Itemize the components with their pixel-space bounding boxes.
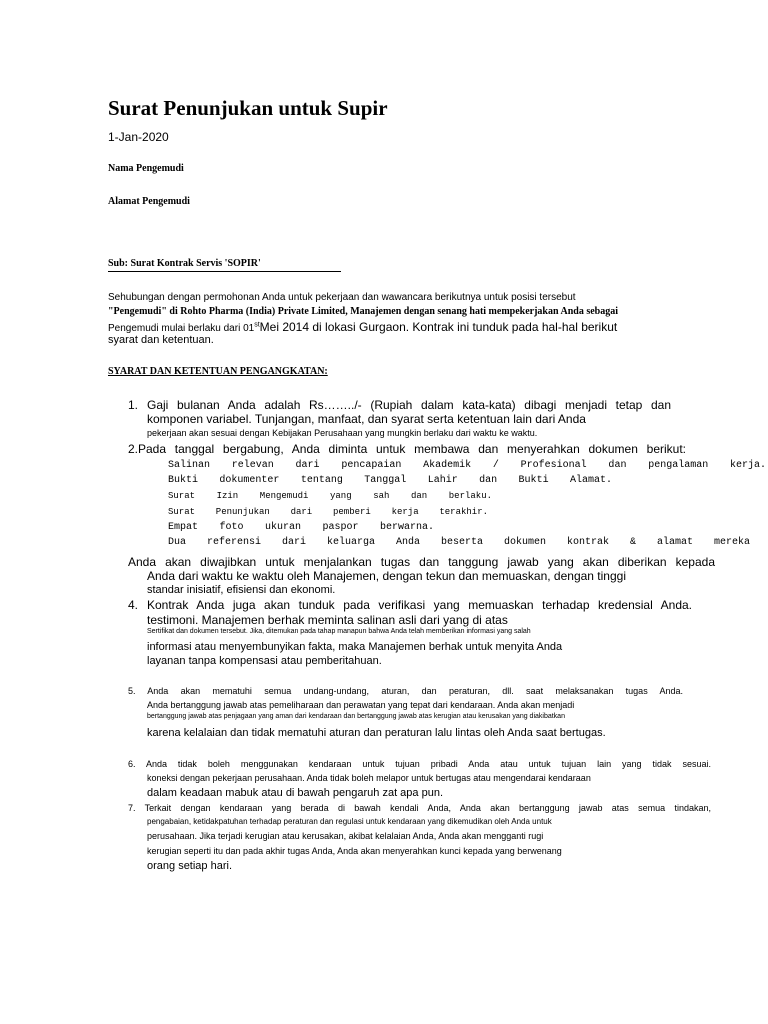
item-5-line-1: 5. Anda akan mematuhi semua undang-undang, aturan, dan peraturan, dll. saat melaksanakan tugas Anda. xyxy=(128,686,683,696)
item-1-line-3: pekerjaan akan sesuai dengan Kebijakan Perusahaan yang mungkin berlaku dari waktu ke waktu. xyxy=(147,428,538,438)
document-item: Surat Izin Mengemudi yang sah dan berlaku. xyxy=(168,491,492,501)
intro-line-2: "Pengemudi" di Rohto Pharma (India) Private Limited, Manajemen dengan senang hati mempekerjakan Anda sebagai xyxy=(108,306,619,317)
intro-line-1: Sehubungan dengan permohonan Anda untuk pekerjaan dan wawancara berikutnya untuk posisi tersebut xyxy=(108,292,576,303)
item-4-line-1: Kontrak Anda juga akan tunduk pada verifikasi yang memuaskan terhadap kredensial Anda. xyxy=(147,598,692,612)
item-1-line-1: Gaji bulanan Anda adalah Rs……../- (Rupiah dalam kata-kata) dibagi menjadi tetap dan xyxy=(147,398,671,412)
item-7-line-5: orang setiap hari. xyxy=(147,860,232,872)
intro-line-4: syarat dan ketentuan. xyxy=(108,334,214,346)
letter-date: 1-Jan-2020 xyxy=(108,130,169,144)
driver-address-label: Alamat Pengemudi xyxy=(108,196,190,207)
item-5-line-2: Anda bertanggung jawab atas pemeliharaan dan perawatan yang tepat dari kendaraan. Anda akan menjadi xyxy=(147,700,575,710)
document-item: Bukti dokumenter tentang Tanggal Lahir dan Bukti Alamat. xyxy=(168,475,612,486)
item-4-number: 4. xyxy=(128,598,139,612)
letter-title: Surat Penunjukan untuk Supir xyxy=(108,96,388,120)
section-heading: SYARAT DAN KETENTUAN PENGANGKATAN: xyxy=(108,366,328,377)
document-item: Salinan relevan dari pencapaian Akademik / Profesional dan pengalaman kerja. xyxy=(168,460,766,471)
item-7-line-1: 7. Terkait dengan kendaraan yang berada di bawah kendali Anda, Anda akan bertanggung jawab atas semua tindakan, xyxy=(128,803,711,813)
item-4-line-2: testimoni. Manajemen berhak meminta salinan asli dari yang di atas xyxy=(147,613,508,627)
document-item: Surat Penunjukan dari pemberi kerja terakhir. xyxy=(168,507,488,517)
item-5-line-3: bertanggung jawab atas penjagaan yang aman dari kendaraan dan bertanggung jawab atas kerugian atau kerusakan yang diakibatkan xyxy=(147,713,565,720)
document-item: Empat foto ukuran paspor berwarna. xyxy=(168,522,434,533)
driver-name-label: Nama Pengemudi xyxy=(108,163,184,174)
intro-line-3: Pengemudi mulai berlaku dari 01stMei 2014 di lokasi Gurgaon. Kontrak ini tunduk pada hal-hal berikut xyxy=(108,320,618,334)
subject-underline xyxy=(108,271,341,272)
item-4-line-4: informasi atau menyembunyikan fakta, maka Manajemen berhak untuk menyita Anda xyxy=(147,641,563,653)
item-6-line-1: 6. Anda tidak boleh menggunakan kendaraan untuk tujuan pribadi Anda atau untuk tujuan lain yang tidak sesuai. xyxy=(128,759,711,769)
item-1-number: 1. xyxy=(128,398,139,412)
item-7-line-4: kerugian seperti itu dan pada akhir tugas Anda, Anda akan menyerahkan kunci kepada yang berwenang xyxy=(147,846,562,856)
item-7-line-3: perusahaan. Jika terjadi kerugian atau kerusakan, akibat kelalaian Anda, Anda akan mengganti rugi xyxy=(147,831,544,841)
item-7-line-2: pengabaian, ketidakpatuhan terhadap peraturan dan regulasi untuk kendaraan yang dikemudikan oleh Anda untuk xyxy=(147,817,552,826)
item-3-line-2: Anda dari waktu ke waktu oleh Manajemen, dengan tekun dan memuaskan, dengan tinggi xyxy=(147,569,626,583)
subject-line: Sub: Surat Kontrak Servis 'SOPIR' xyxy=(108,258,261,269)
item-3-line-3: standar inisiatif, efisiensi dan ekonomi. xyxy=(147,584,336,596)
item-3-line-1: Anda akan diwajibkan untuk menjalankan tugas dan tanggung jawab yang akan diberikan kepada xyxy=(128,555,715,569)
item-4-line-5: layanan tanpa kompensasi atau pemberitahuan. xyxy=(147,655,382,667)
item-5-line-4: karena kelalaian dan tidak mematuhi aturan dan peraturan lalu lintas oleh Anda saat bertugas. xyxy=(147,727,606,739)
document-item: Dua referensi dari keluarga Anda beserta dokumen kontrak & alamat mereka xyxy=(168,537,750,548)
item-6-line-3: dalam keadaan mabuk atau di bawah pengaruh zat apa pun. xyxy=(147,787,443,799)
item-6-line-2: koneksi dengan pekerjaan perusahaan. Anda tidak boleh melapor untuk bertugas atau mengendarai kendaraan xyxy=(147,773,591,783)
item-4-line-3: Sertifikat dan dokumen tersebut. Jika, ditemukan pada tahap manapun bahwa Anda telah memberikan informasi yang salah xyxy=(147,628,531,635)
item-2-line-1: 2.Pada tanggal bergabung, Anda diminta untuk membawa dan menyerahkan dokumen berikut: xyxy=(128,442,686,456)
item-1-line-2: komponen variabel. Tunjangan, manfaat, dan syarat serta ketentuan lain dari Anda xyxy=(147,412,586,426)
